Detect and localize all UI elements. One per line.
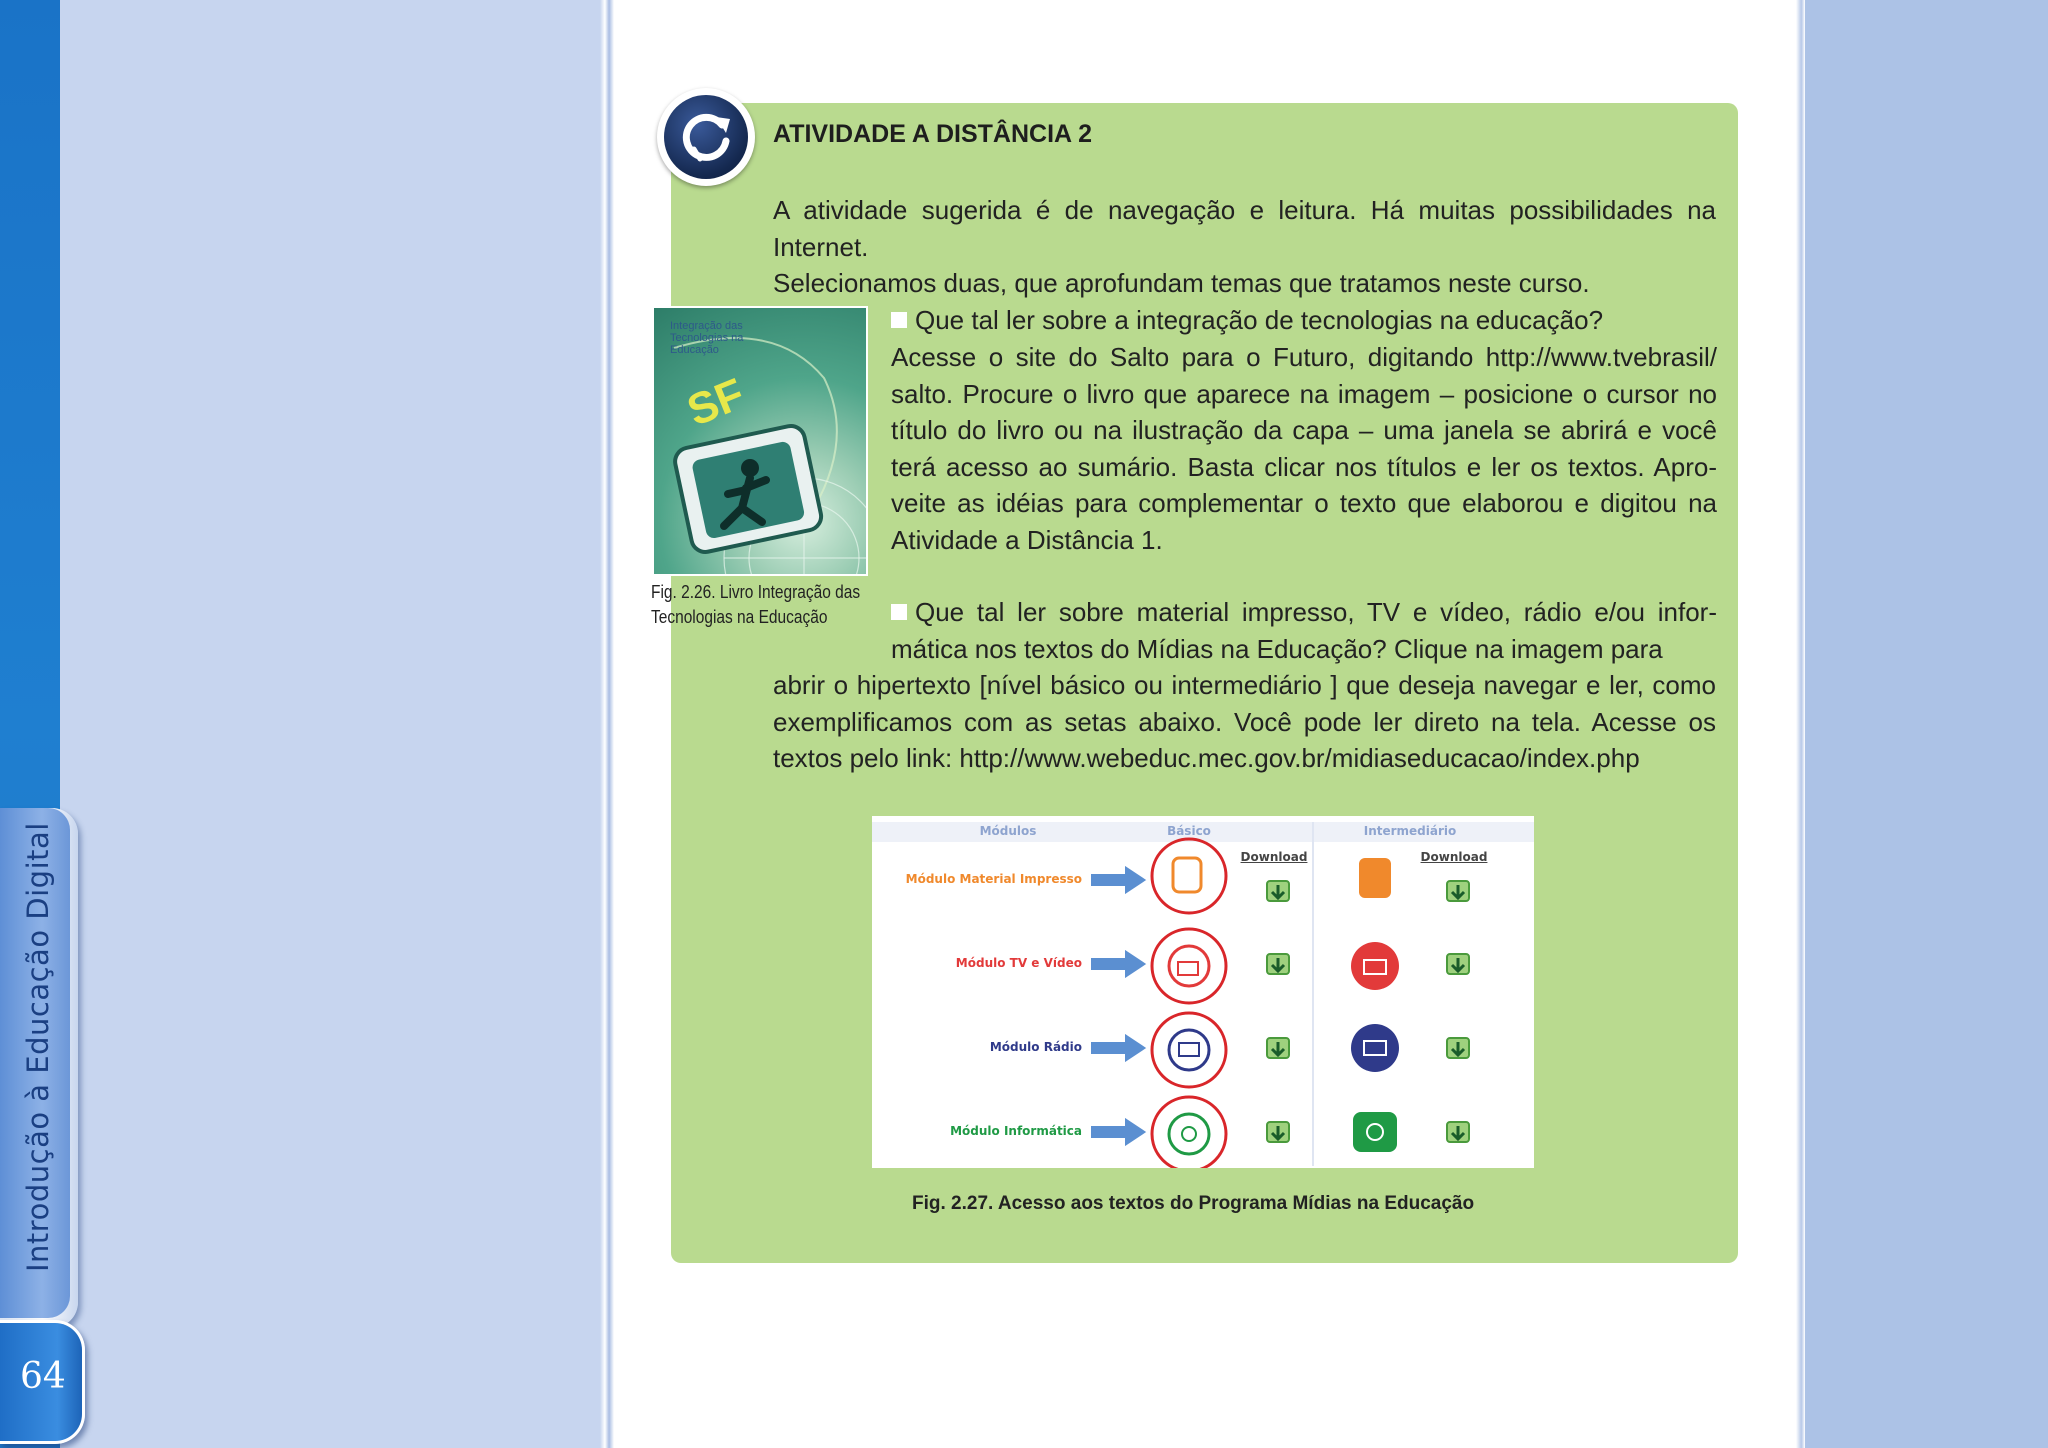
module-icons-diagram [872,816,1534,1168]
bullet-square [891,604,907,620]
midias-modules-figure [872,816,1534,1168]
col-download-basico: Download [1240,850,1308,864]
item-1-question [891,302,1721,339]
refresh-arrow-icon [664,95,748,179]
item-2-body: abrir o hipertexto [nível básico ou intermediário ] que deseja navegar e ler, como exemplificamos com as setas abaixo. Você pode ler direto na tela. Acesse os textos pelo link: http://www.webeduc.mec.gov.br/midiaseducacao/index.php [773,670,1716,774]
page-number: 64 [20,1356,66,1397]
module-row-label[interactable]: Módulo TV e Vídeo [955,956,1082,970]
item-1-question-text: Que tal ler sobre a integração de tecnologias na educação? [915,305,1604,335]
right-background [1805,0,2048,1448]
col-download-intermediario: Download [1420,850,1488,864]
book-cover-logo: SF [680,369,752,436]
item-2-question [891,594,1717,667]
chapter-title: Introdução à Educação Digital [21,822,55,1272]
bullet-square [891,312,907,328]
module-row-label[interactable]: Módulo Rádio [989,1040,1082,1054]
figure-1-caption: Fig. 2.26. Livro Integração das Tecnologias na Educação [651,582,861,627]
page-edge-right [1796,0,1805,1448]
page-edge-left [600,0,614,1448]
activity-icon [657,88,755,186]
item-1-body: Acesse o site do Salto para o Futuro, digitando http://www.tvebrasil/ salto. Procure o livro que aparece na imagem – posicione o cursor no título do livro ou na ilustração da capa – uma janela se abrirá e você terá acesso ao sumário. Basta clicar nos títulos e ler os textos. Aproveite as idéias para complementar o texto que elaborou e digitou na Atividade a Distância 1. [891,342,1717,555]
book-cover-title: Integração das Tecnologias na Educação [670,320,744,356]
activity-title: ATIVIDADE A DISTÂNCIA 2 [773,120,1092,148]
left-background [60,0,600,1448]
module-row-label[interactable]: Módulo Informática [950,1124,1082,1138]
figure-2-caption: Fig. 2.27. Acesso aos textos do Programa Mídias na Educação [912,1193,1475,1214]
item-2-question-text: Que tal ler sobre material impresso, TV e vídeo, rádio e/ou informática nos textos do Mídias na Educação? Clique na imagem para [891,597,1717,664]
module-row-label[interactable]: Módulo Material Impresso [905,872,1082,886]
col-modulos: Módulos [979,824,1037,838]
activity-intro: A atividade sugerida é de navegação e leitura. Há muitas possibilidades na Internet. [773,195,1716,262]
book-cover-image [652,306,868,576]
activity-intro-2: Selecionamos duas, que aprofundam temas que tratamos neste curso. [773,268,1590,298]
col-basico: Básico [1167,824,1211,838]
col-intermediario: Intermediário [1363,824,1457,838]
